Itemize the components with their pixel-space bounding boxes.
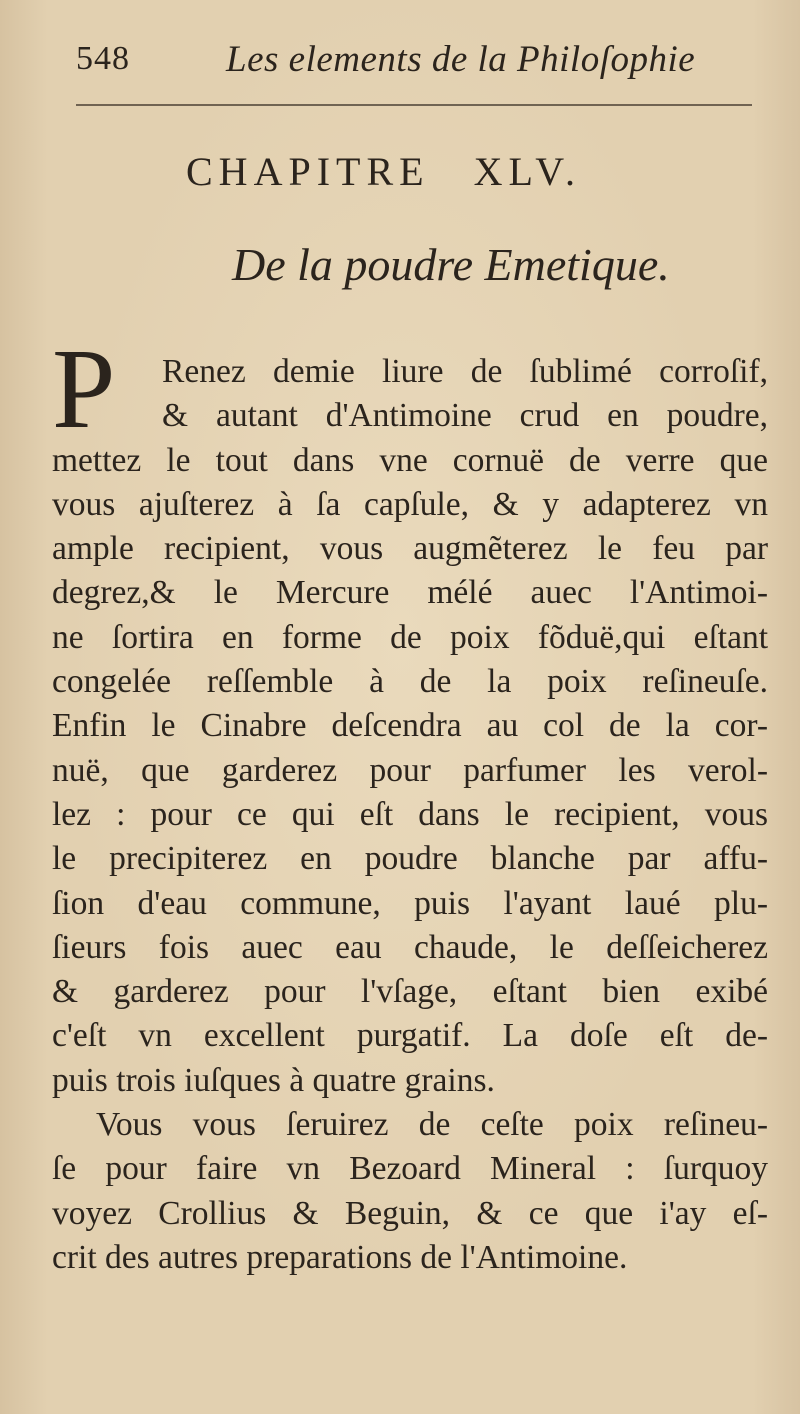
text-line: & autant d'Antimoine crud en poudre, [162,397,768,435]
text-line: congelée reſſemble à de la poix reſineuſe. [52,663,768,701]
text-line: ample recipient, vous augmẽterez le feu par [52,530,768,568]
text-line: ſe pour faire vn Bezoard Mineral : ſurquoy [52,1150,768,1188]
text-line: ſieurs fois auec eau chaude, le deſſeicherez [52,928,768,966]
chapter-label: CHAPITRE [186,149,430,194]
text-line: Vous vous ſeruirez de ceſte poix reſineu- [96,1106,768,1144]
text-line: Enfin le Cinabre deſcendra au col de la cor- [52,707,768,745]
text-line: ſion d'eau commune, puis l'ayant laué plu- [52,884,768,922]
body-text [52,350,768,1280]
text-line: crit des autres preparations de l'Antimoine. [52,1238,628,1276]
text-line: le precipiterez en poudre blanche par affu- [52,840,768,878]
page-number: 548 [76,40,130,77]
text-line: Renez demie liure de ſublimé corroſif, [162,353,768,390]
text-line: voyez Crollius & Beguin, & ce que i'ay eſ- [52,1194,768,1232]
running-title: Les elements de la Philoſophie [226,39,696,80]
text-line: & garderez pour l'vſage, eſtant bien exibé [52,973,768,1011]
chapter-number: XLV. [473,149,581,194]
text-line: vous ajuſterez à ſa capſule, & y adapterez vn [52,485,768,523]
text-line: c'eſt vn excellent purgatif. La doſe eſt de- [52,1017,768,1055]
text-line: puis trois iuſques à quatre grains. [52,1061,495,1099]
chapter-title: De la poudre Emetique. [232,239,670,290]
text-line: lez : pour ce qui eſt dans le recipient, vous [52,795,768,833]
chapter-heading [186,148,581,195]
drop-cap: P [52,325,116,452]
text-line: mettez le tout dans vne cornuë de verre que [52,441,768,479]
text-line: degrez,& le Mercure mélé auec l'Antimoi- [52,574,768,612]
running-head [76,30,756,82]
header-rule [76,104,752,106]
text-line: nuë, que garderez pour parfumer les verol- [52,751,768,789]
text-line: ne ſortira en forme de poix fõduë,qui eſtant [52,618,768,656]
